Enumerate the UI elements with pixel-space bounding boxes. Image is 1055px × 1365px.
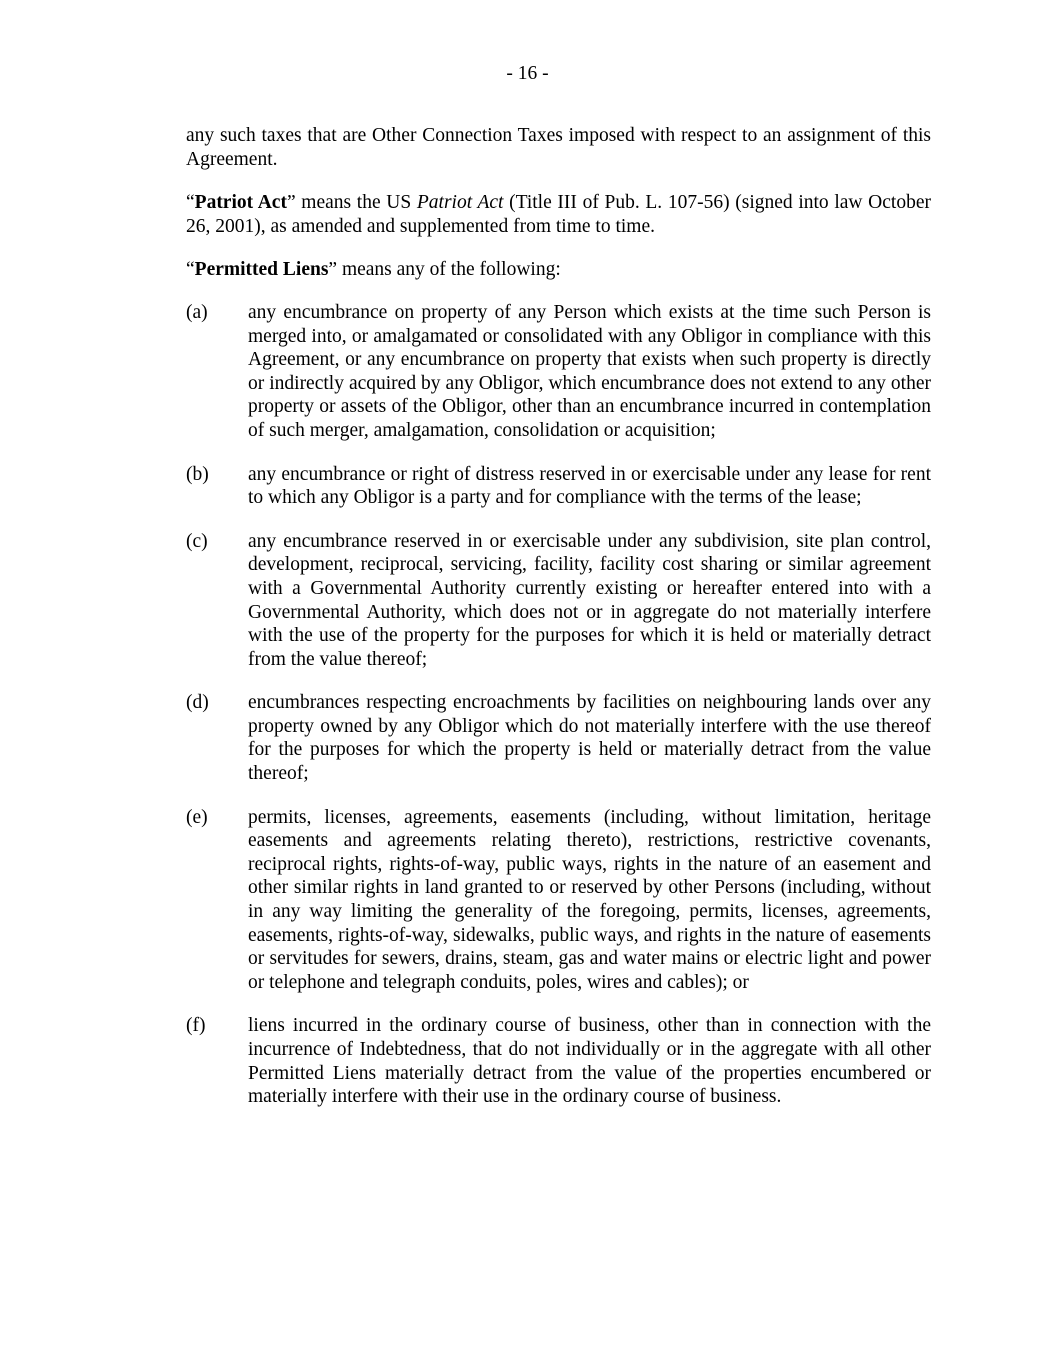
page-number: - 16 - xyxy=(506,63,549,84)
open-quote: “ xyxy=(186,192,195,214)
definition-text: means any of the following: xyxy=(337,259,561,281)
list-item-label: (a) xyxy=(186,301,208,323)
list-item-d xyxy=(186,691,931,785)
list-item-label: (c) xyxy=(186,530,208,552)
list-item-label: (e) xyxy=(186,806,208,828)
defined-term-permitted-liens: Permitted Liens xyxy=(194,259,329,281)
list-item-b xyxy=(186,463,931,510)
patriot-act-definition xyxy=(186,191,931,238)
list-item-f xyxy=(186,1014,931,1108)
list-item-a xyxy=(186,301,931,443)
defined-term-patriot-act: Patriot Act xyxy=(194,192,287,214)
list-item-text: any encumbrance or right of distress reserved in or exercisable under any lease for rent to which any Obligor is a party and for compliance with the terms of the lease; xyxy=(248,463,931,509)
definition-text: (Title III of Pub. L. 107-56) (signed into law October 26, 2001), as amended and supplemented from time to time. xyxy=(186,192,931,237)
continuation-paragraph: any such taxes that are Other Connection Taxes imposed with respect to an assignment of this Agreement. xyxy=(186,125,931,170)
permitted-liens-definition xyxy=(186,258,931,282)
close-quote: ” xyxy=(286,192,296,214)
list-item-text: permits, licenses, agreements, easements (including, without limitation, heritage easements and agreements relating thereto), restrictions, restrictive covenants, reciprocal rights, rights-of-way, public ways, rights in the nature of an easement and other similar rights in land granted to or reserved by other Persons (including, without in any way limiting the generality of the foregoing, permits, licenses, agreements, easements, rights-of-way, sidewalks, public ways, and rights in the nature of easements or servitudes for sewers, drains, steam, gas and water mains or electric light and power or telephone and telegraph conduits, poles, wires and cables); or xyxy=(248,806,931,993)
list-item-text: liens incurred in the ordinary course of business, other than in connection with the incurrence of Indebtedness, that do not individually or in the aggregate with all other Permitted Liens materially detract from the value of the properties encumbered or materially interfere with their use in the ordinary course of business. xyxy=(248,1015,931,1108)
list-item-label: (b) xyxy=(186,463,209,485)
list-item-label: (f) xyxy=(186,1015,206,1037)
open-quote: “ xyxy=(186,259,195,281)
definition-text: means the US xyxy=(295,192,417,214)
document-body xyxy=(186,124,931,1129)
list-item-text: any encumbrance on property of any Person which exists at the time such Person is merged into, or amalgamated or consolidated with any Obligor in compliance with this Agreement, or any encumbrance on property that exists when such property is directly or indirectly acquired by any Obligor, which encumbrance does not extend to any other property or assets of the Obligor, other than an encumbrance incurred in contemplation of such merger, amalgamation, consolidation or acquisition; xyxy=(248,301,931,441)
list-item-text: any encumbrance reserved in or exercisable under any subdivision, site plan control, development, reciprocal, servicing, facility, facility cost sharing or similar agreement with a Governmental Authority currently existing or hereafter entered into with a Governmental Authority, which does not or in aggregate do not materially interfere with the use of the property for the purposes for which it is held or materially detract from the value thereof; xyxy=(248,530,931,670)
list-item-e xyxy=(186,806,931,995)
list-item-c xyxy=(186,530,931,672)
close-quote: ” xyxy=(328,259,338,281)
italic-patriot-act: Patriot Act xyxy=(416,192,504,214)
list-item-text: encumbrances respecting encroachments by facilities on neighbouring lands over any property owned by any Obligor which do not materially interfere with the use thereof for the purposes for which the property is held or materially detract from the value thereof; xyxy=(248,692,931,785)
list-item-label: (d) xyxy=(186,692,209,714)
